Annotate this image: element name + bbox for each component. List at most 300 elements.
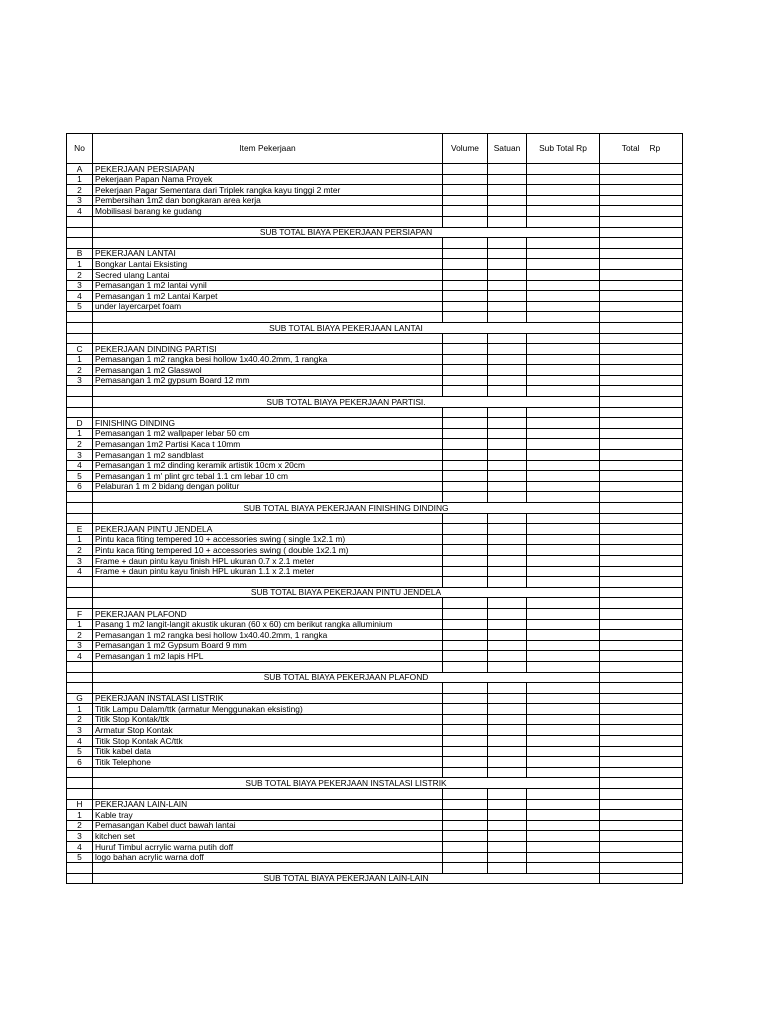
blank-row: [67, 238, 683, 249]
row-no: 5: [67, 471, 93, 482]
item-description: Titik Stop Kontak AC/ttk: [93, 736, 443, 747]
row-volume-cell: [443, 450, 488, 461]
row-subtotal-cell: [527, 481, 600, 492]
row-total-cell: [600, 206, 683, 217]
row-total-cell: [600, 714, 683, 725]
row-volume-cell: [443, 640, 488, 651]
row-volume-cell: [443, 725, 488, 736]
row-no: 3: [67, 555, 93, 566]
row-no: C: [67, 344, 93, 355]
item-row: [67, 375, 683, 386]
row-volume-cell: [443, 746, 488, 757]
row-subtotal-cell: [527, 524, 600, 535]
row-total-cell: [600, 460, 683, 471]
item-row: [67, 852, 683, 863]
row-total-cell: [600, 174, 683, 185]
row-satuan-cell: [488, 248, 527, 259]
row-volume-cell: [443, 767, 488, 778]
row-subtotal-cell: [527, 683, 600, 694]
item-description: [93, 238, 443, 249]
item-row: [67, 471, 683, 482]
row-satuan-cell: [488, 789, 527, 800]
row-volume-cell: [443, 555, 488, 566]
header-total: [600, 134, 683, 164]
row-satuan-cell: [488, 704, 527, 715]
item-row: [67, 545, 683, 556]
row-no: [67, 598, 93, 609]
section-row: [67, 799, 683, 810]
header-total-label: Total: [621, 143, 640, 154]
row-volume-cell: [443, 842, 488, 853]
row-satuan-cell: [488, 460, 527, 471]
row-total-cell: [600, 227, 683, 238]
subtotal-label: SUB TOTAL BIAYA PEKERJAAN PINTU JENDELA: [250, 587, 442, 598]
blank-row: [67, 312, 683, 323]
row-subtotal-cell: [527, 460, 600, 471]
row-no: [67, 683, 93, 694]
row-satuan-cell: [488, 216, 527, 227]
item-description: Pekerjaan Pagar Sementara dari Triplek rangka kayu tinggi 2 mter: [93, 185, 443, 196]
row-subtotal-cell: [527, 863, 600, 874]
row-satuan-cell: [488, 799, 527, 810]
item-description: [93, 767, 443, 778]
row-subtotal-cell: [527, 354, 600, 365]
row-volume-cell: [443, 799, 488, 810]
row-satuan-cell: [488, 269, 527, 280]
row-subtotal-cell: [527, 164, 600, 175]
row-volume-cell: [443, 481, 488, 492]
row-volume-cell: [443, 291, 488, 302]
item-row: [67, 481, 683, 492]
item-row: [67, 301, 683, 312]
row-volume-cell: [443, 524, 488, 535]
item-description: Pemasangan 1 m2 sandblast: [93, 450, 443, 461]
row-subtotal-cell: [527, 767, 600, 778]
item-row: [67, 280, 683, 291]
row-no: 3: [67, 375, 93, 386]
blank-row: [67, 513, 683, 524]
section-row: [67, 164, 683, 175]
row-total-cell: [600, 503, 683, 514]
row-satuan-cell: [488, 714, 527, 725]
item-row: [67, 810, 683, 821]
row-no: 3: [67, 195, 93, 206]
row-no: 3: [67, 831, 93, 842]
row-satuan-cell: [488, 185, 527, 196]
row-total-cell: [600, 450, 683, 461]
row-volume-cell: [443, 492, 488, 503]
row-subtotal-cell: [527, 238, 600, 249]
row-volume-cell: [443, 301, 488, 312]
row-satuan-cell: [488, 386, 527, 397]
subtotal-row: [67, 322, 683, 333]
row-satuan-cell: [488, 312, 527, 323]
row-satuan-cell: [488, 428, 527, 439]
row-volume-cell: [443, 810, 488, 821]
row-subtotal-cell: [527, 195, 600, 206]
row-total-cell: [600, 852, 683, 863]
row-subtotal-cell: [527, 842, 600, 853]
item-description: Pemasangan 1 m2 rangka besi hollow 1x40.40.2mm, 1 rangka: [93, 630, 443, 641]
row-satuan-cell: [488, 651, 527, 662]
row-satuan-cell: [488, 418, 527, 429]
item-row: [67, 831, 683, 842]
row-total-cell: [600, 778, 683, 789]
item-description: Pintu kaca fiting tempered 10 + accessories swing ( double 1x2.1 m): [93, 545, 443, 556]
row-total-cell: [600, 216, 683, 227]
row-no: 6: [67, 481, 93, 492]
row-subtotal-cell: [527, 269, 600, 280]
row-total-cell: [600, 672, 683, 683]
section-row: [67, 344, 683, 355]
row-total-cell: [600, 725, 683, 736]
row-total-cell: [600, 873, 683, 884]
row-total-cell: [600, 831, 683, 842]
row-volume-cell: [443, 238, 488, 249]
row-no: 1: [67, 810, 93, 821]
row-total-cell: [600, 471, 683, 482]
row-subtotal-cell: [527, 555, 600, 566]
row-total-cell: [600, 842, 683, 853]
section-title: PEKERJAAN LANTAI: [93, 248, 443, 259]
item-description: [93, 789, 443, 800]
row-total-cell: [600, 164, 683, 175]
item-description: [93, 863, 443, 874]
row-satuan-cell: [488, 767, 527, 778]
item-description: Kable tray: [93, 810, 443, 821]
table-header-row: [67, 134, 683, 164]
row-no-cell: [67, 227, 93, 238]
row-volume-cell: [443, 312, 488, 323]
row-satuan-cell: [488, 566, 527, 577]
row-no: [67, 863, 93, 874]
row-no: F: [67, 608, 93, 619]
item-row: [67, 566, 683, 577]
row-no: 2: [67, 365, 93, 376]
row-no: [67, 386, 93, 397]
row-no: H: [67, 799, 93, 810]
row-no-cell: [67, 397, 93, 408]
item-row: [67, 439, 683, 450]
blank-row: [67, 386, 683, 397]
row-volume-cell: [443, 344, 488, 355]
row-volume-cell: [443, 736, 488, 747]
row-total-cell: [600, 566, 683, 577]
row-subtotal-cell: [527, 418, 600, 429]
row-satuan-cell: [488, 683, 527, 694]
row-total-cell: [600, 767, 683, 778]
row-volume-cell: [443, 566, 488, 577]
row-volume-cell: [443, 545, 488, 556]
row-satuan-cell: [488, 820, 527, 831]
item-row: [67, 736, 683, 747]
row-satuan-cell: [488, 693, 527, 704]
row-volume-cell: [443, 333, 488, 344]
row-total-cell: [600, 820, 683, 831]
row-satuan-cell: [488, 555, 527, 566]
row-total-cell: [600, 863, 683, 874]
row-total-cell: [600, 545, 683, 556]
row-volume-cell: [443, 852, 488, 863]
row-no: 5: [67, 301, 93, 312]
row-volume-cell: [443, 439, 488, 450]
item-row: [67, 757, 683, 768]
item-description: Pemasangan 1 m2 Gypsum Board 9 mm: [93, 640, 443, 651]
row-no: [67, 407, 93, 418]
row-subtotal-cell: [527, 577, 600, 588]
row-total-cell: [600, 555, 683, 566]
row-volume-cell: [443, 757, 488, 768]
item-description: Frame + daun pintu kayu finish HPL ukuran 0.7 x 2.1 meter: [93, 555, 443, 566]
row-total-cell: [600, 619, 683, 630]
row-no: 3: [67, 640, 93, 651]
item-description: Pintu kaca fiting tempered 10 + accessories swing ( single 1x2.1 m): [93, 534, 443, 545]
item-description: Titik Telephone: [93, 757, 443, 768]
section-title: PEKERJAAN PLAFOND: [93, 608, 443, 619]
row-satuan-cell: [488, 407, 527, 418]
item-row: [67, 714, 683, 725]
row-total-cell: [600, 428, 683, 439]
item-description: [93, 661, 443, 672]
section-title: PEKERJAAN PERSIAPAN: [93, 164, 443, 175]
row-volume-cell: [443, 598, 488, 609]
row-subtotal-cell: [527, 174, 600, 185]
row-subtotal-cell: [527, 630, 600, 641]
item-description: Pemasangan 1 m2 Lantai Karpet: [93, 291, 443, 302]
row-no: D: [67, 418, 93, 429]
item-row: [67, 428, 683, 439]
row-satuan-cell: [488, 344, 527, 355]
blank-row: [67, 863, 683, 874]
row-no-cell: [67, 873, 93, 884]
row-no: 3: [67, 450, 93, 461]
row-no: 2: [67, 630, 93, 641]
item-description: Pemasangan 1 m2 lapis HPL: [93, 651, 443, 662]
row-volume-cell: [443, 174, 488, 185]
header-satuan: Satuan: [488, 134, 527, 164]
item-description: Pemasangan Kabel duct bawah lantai: [93, 820, 443, 831]
blank-row: [67, 216, 683, 227]
item-row: [67, 206, 683, 217]
row-subtotal-cell: [527, 344, 600, 355]
item-row: [67, 291, 683, 302]
row-subtotal-cell: [527, 852, 600, 863]
row-satuan-cell: [488, 842, 527, 853]
row-satuan-cell: [488, 206, 527, 217]
item-description: [93, 492, 443, 503]
row-subtotal-cell: [527, 471, 600, 482]
item-description: Pekerjaan Papan Nama Proyek: [93, 174, 443, 185]
subtotal-row: [67, 587, 683, 598]
row-total-cell: [600, 640, 683, 651]
row-total-cell: [600, 704, 683, 715]
row-total-cell: [600, 651, 683, 662]
row-subtotal-cell: [527, 693, 600, 704]
row-total-cell: [600, 301, 683, 312]
row-total-cell: [600, 238, 683, 249]
item-description: [93, 312, 443, 323]
item-description: Armatur Stop Kontak: [93, 725, 443, 736]
row-no: 2: [67, 269, 93, 280]
item-description: Pemasangan 1 m2 gypsum Board 12 mm: [93, 375, 443, 386]
row-volume-cell: [443, 513, 488, 524]
item-description: Pemasangan 1 m2 dinding keramik artistik 10cm x 20cm: [93, 460, 443, 471]
row-satuan-cell: [488, 534, 527, 545]
subtotal-row: [67, 503, 683, 514]
item-description: [93, 577, 443, 588]
row-total-cell: [600, 746, 683, 757]
item-description: Titik kabel data: [93, 746, 443, 757]
row-satuan-cell: [488, 354, 527, 365]
row-no-cell: [67, 778, 93, 789]
row-volume-cell: [443, 630, 488, 641]
row-total-cell: [600, 587, 683, 598]
item-row: [67, 746, 683, 757]
row-total-cell: [600, 375, 683, 386]
row-satuan-cell: [488, 630, 527, 641]
row-satuan-cell: [488, 863, 527, 874]
blank-row: [67, 598, 683, 609]
row-subtotal-cell: [527, 291, 600, 302]
row-volume-cell: [443, 608, 488, 619]
item-description: kitchen set: [93, 831, 443, 842]
subtotal-row: [67, 397, 683, 408]
row-no: 1: [67, 174, 93, 185]
row-subtotal-cell: [527, 407, 600, 418]
row-no-cell: [67, 587, 93, 598]
row-volume-cell: [443, 386, 488, 397]
row-satuan-cell: [488, 831, 527, 842]
row-subtotal-cell: [527, 375, 600, 386]
row-satuan-cell: [488, 333, 527, 344]
item-row: [67, 555, 683, 566]
item-description: Pemasangan 1 m2 rangka besi hollow 1x40.40.2mm, 1 rangka: [93, 354, 443, 365]
table-body: [67, 164, 683, 884]
row-volume-cell: [443, 789, 488, 800]
header-volume: Volume: [443, 134, 488, 164]
row-subtotal-cell: [527, 746, 600, 757]
row-satuan-cell: [488, 174, 527, 185]
row-subtotal-cell: [527, 725, 600, 736]
row-volume-cell: [443, 471, 488, 482]
row-satuan-cell: [488, 725, 527, 736]
row-total-cell: [600, 386, 683, 397]
section-row: [67, 693, 683, 704]
row-no-cell: [67, 503, 93, 514]
subtotal-row: [67, 227, 683, 238]
row-satuan-cell: [488, 513, 527, 524]
row-total-cell: [600, 333, 683, 344]
item-description: [93, 683, 443, 694]
item-row: [67, 354, 683, 365]
row-satuan-cell: [488, 577, 527, 588]
row-no: [67, 238, 93, 249]
item-description: [93, 333, 443, 344]
row-no: 5: [67, 746, 93, 757]
item-description: Huruf Timbul acrrylic warna putih doff: [93, 842, 443, 853]
row-no: 1: [67, 428, 93, 439]
row-satuan-cell: [488, 810, 527, 821]
row-no: 2: [67, 545, 93, 556]
row-no: E: [67, 524, 93, 535]
row-subtotal-cell: [527, 206, 600, 217]
row-total-cell: [600, 534, 683, 545]
row-volume-cell: [443, 619, 488, 630]
row-subtotal-cell: [527, 714, 600, 725]
item-description: Mobilisasi barang ke gudang: [93, 206, 443, 217]
row-volume-cell: [443, 428, 488, 439]
row-total-cell: [600, 397, 683, 408]
row-volume-cell: [443, 683, 488, 694]
row-volume-cell: [443, 714, 488, 725]
item-row: [67, 725, 683, 736]
row-total-cell: [600, 799, 683, 810]
row-subtotal-cell: [527, 492, 600, 503]
row-total-cell: [600, 269, 683, 280]
row-no: 2: [67, 820, 93, 831]
row-no: 3: [67, 725, 93, 736]
row-subtotal-cell: [527, 365, 600, 376]
row-no: 5: [67, 852, 93, 863]
row-satuan-cell: [488, 524, 527, 535]
subtotal-label: SUB TOTAL BIAYA PEKERJAAN FINISHING DINDING: [243, 502, 449, 513]
boq-table: [66, 133, 683, 884]
row-volume-cell: [443, 651, 488, 662]
row-total-cell: [600, 481, 683, 492]
item-row: [67, 185, 683, 196]
row-total-cell: [600, 693, 683, 704]
row-no: [67, 492, 93, 503]
row-subtotal-cell: [527, 608, 600, 619]
item-row: [67, 640, 683, 651]
subtotal-row: [67, 873, 683, 884]
row-volume-cell: [443, 407, 488, 418]
item-description: [93, 407, 443, 418]
item-row: [67, 460, 683, 471]
row-no: 1: [67, 704, 93, 715]
item-description: [93, 598, 443, 609]
row-no: 1: [67, 354, 93, 365]
row-subtotal-cell: [527, 333, 600, 344]
row-subtotal-cell: [527, 513, 600, 524]
row-subtotal-cell: [527, 820, 600, 831]
row-satuan-cell: [488, 164, 527, 175]
row-total-cell: [600, 810, 683, 821]
row-total-cell: [600, 513, 683, 524]
item-description: Secred ulang Lantai: [93, 269, 443, 280]
subtotal-label: SUB TOTAL BIAYA PEKERJAAN PLAFOND: [263, 672, 429, 683]
row-satuan-cell: [488, 481, 527, 492]
section-title: PEKERJAAN DINDING PARTISI: [93, 344, 443, 355]
row-total-cell: [600, 577, 683, 588]
row-satuan-cell: [488, 492, 527, 503]
row-subtotal-cell: [527, 661, 600, 672]
section-title: FINISHING DINDING: [93, 418, 443, 429]
row-satuan-cell: [488, 619, 527, 630]
row-volume-cell: [443, 269, 488, 280]
row-volume-cell: [443, 534, 488, 545]
subtotal-label: SUB TOTAL BIAYA PEKERJAAN PARTISI.: [266, 396, 426, 407]
item-description: Titik Lampu Dalam/ttk (armatur Menggunakan eksisting): [93, 704, 443, 715]
row-volume-cell: [443, 354, 488, 365]
section-row: [67, 608, 683, 619]
subtotal-row: [67, 778, 683, 789]
row-satuan-cell: [488, 746, 527, 757]
item-row: [67, 704, 683, 715]
subtotal-row: [67, 672, 683, 683]
item-description: Pemasangan 1 m2 wallpaper lebar 50 cm: [93, 428, 443, 439]
row-no: [67, 333, 93, 344]
